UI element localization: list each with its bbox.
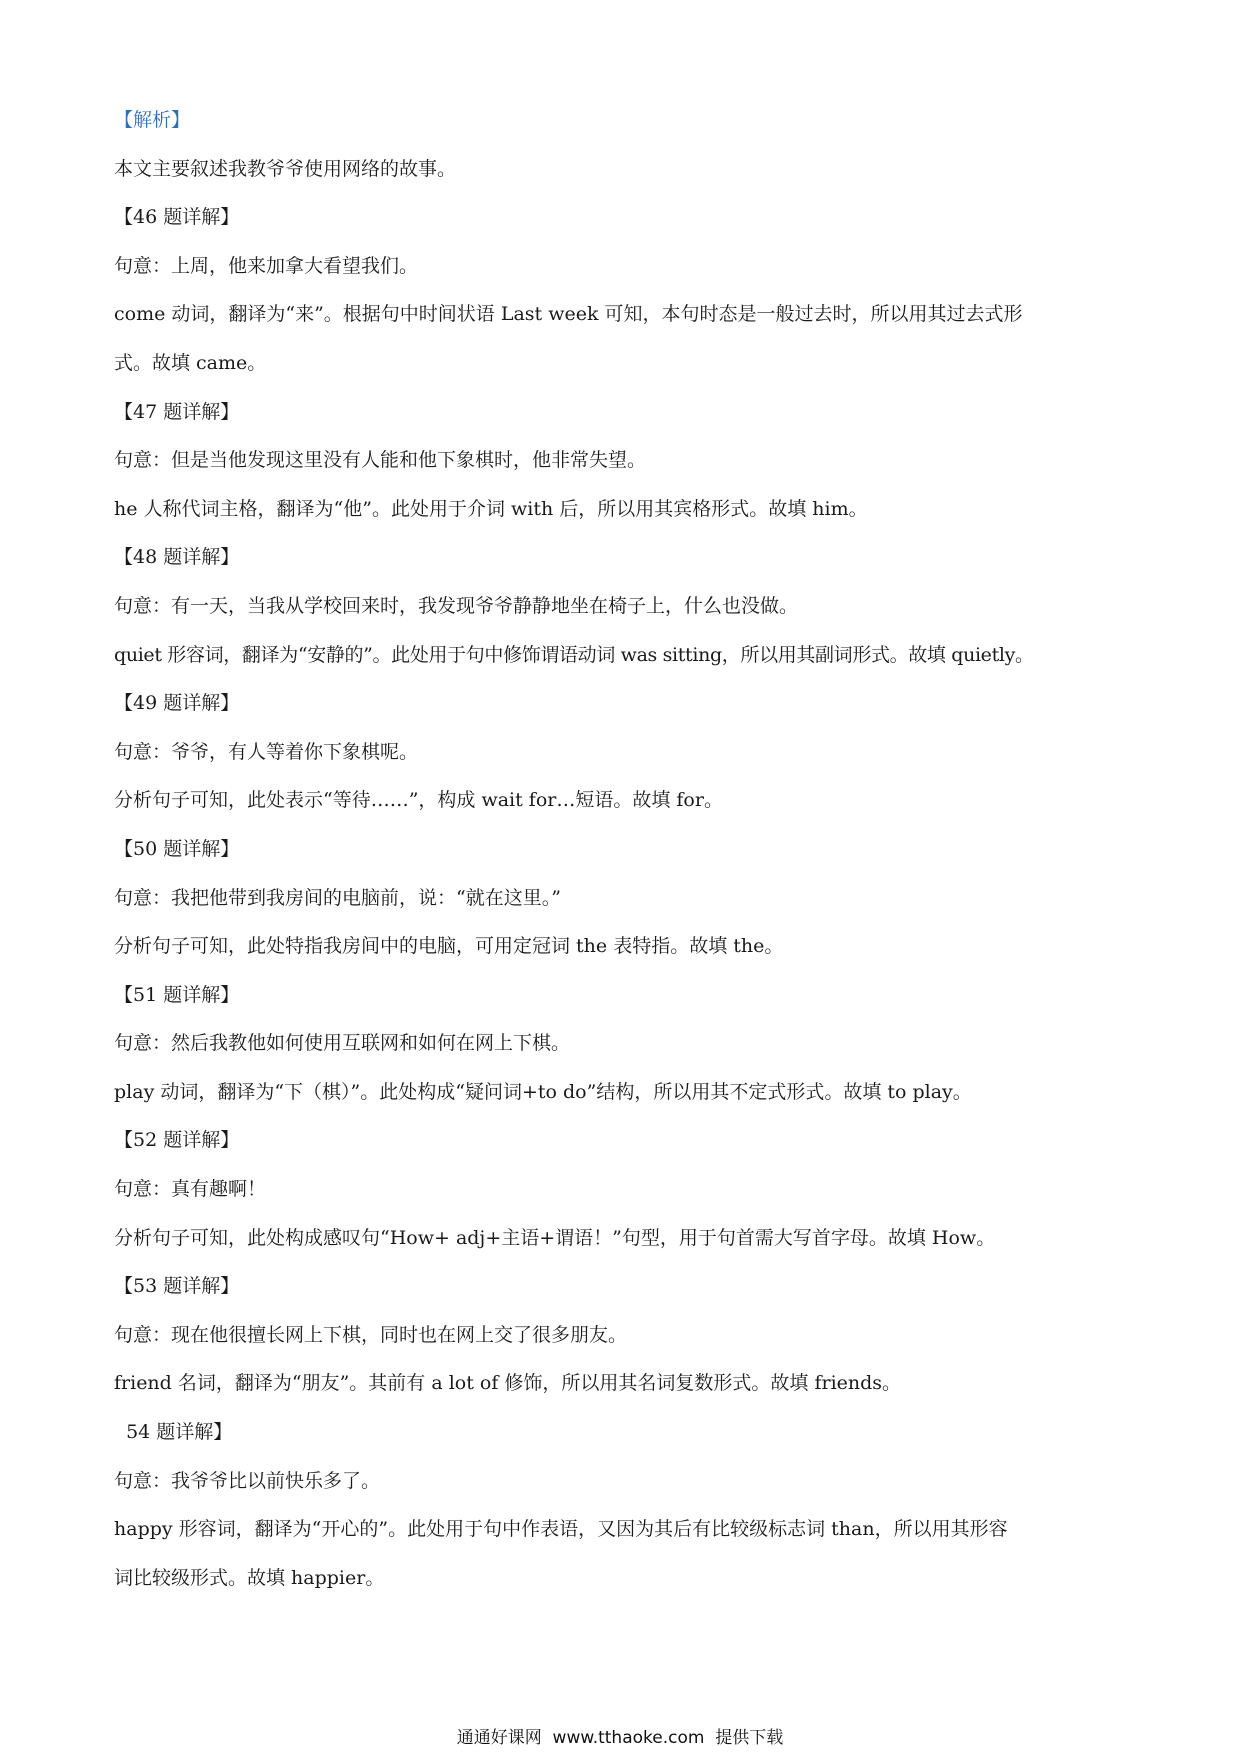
q51-meaning: 句意：然后我教他如何使用互联网和如何在网上下棋。 <box>114 1032 571 1055</box>
q46-meaning: 句意：上周，他来加拿大看望我们。 <box>114 254 419 277</box>
q48-title: 【48 题详解】 <box>114 546 240 569</box>
footer-source: 通通好课网 www.tthaoke.com 提供下载 <box>456 1728 784 1748</box>
summary: 本文主要叙述我教爷爷使用网络的故事。 <box>114 157 457 180</box>
document-body <box>114 96 1134 1602</box>
q51-explain: play 动词，翻译为“下（棋）”。此处构成“疑问词+to do”结构，所以用其不定式形式。故填 to play。 <box>114 1080 972 1103</box>
q53-title: 【53 题详解】 <box>114 1275 240 1298</box>
q47-meaning: 句意：但是当他发现这里没有人能和他下象棋时，他非常失望。 <box>114 449 647 472</box>
q53-explain: friend 名词，翻译为“朋友”。其前有 a lot of 修饰，所以用其名词复数形式。故填 friends。 <box>114 1372 902 1395</box>
q46-explain: come 动词，翻译为“来”。根据句中时间状语 Last week 可知，本句时态是一般过去时，所以用其过去式形 <box>114 303 1023 326</box>
q54-title: 54 题详解】 <box>114 1421 233 1444</box>
q49-meaning: 句意：爷爷，有人等着你下象棋呢。 <box>114 740 419 763</box>
q51-title: 【51 题详解】 <box>114 983 240 1006</box>
q48-meaning: 句意：有一天，当我从学校回来时，我发现爷爷静静地坐在椅子上，什么也没做。 <box>114 594 799 617</box>
q46-explain-cont: 式。故填 came。 <box>114 351 267 374</box>
analysis-header: 【解析】 <box>114 109 191 131</box>
q54-explain-cont: 词比较级形式。故填 happier。 <box>114 1566 385 1589</box>
q47-explain: he 人称代词主格，翻译为“他”。此处用于介词 with 后，所以用其宾格形式。故填 him。 <box>114 497 868 520</box>
q54-explain: happy 形容词，翻译为“开心的”。此处用于句中作表语，又因为其后有比较级标志词 than，所以用其形容 <box>114 1518 1008 1541</box>
q53-meaning: 句意：现在他很擅长网上下棋，同时也在网上交了很多朋友。 <box>114 1323 628 1346</box>
q52-explain: 分析句子可知，此处构成感叹句“How+ adj+主语+谓语！”句型，用于句首需大写首字母。故填 How。 <box>114 1226 996 1249</box>
q52-meaning: 句意：真有趣啊！ <box>114 1178 267 1201</box>
q50-meaning: 句意：我把他带到我房间的电脑前，说：“就在这里。” <box>114 886 561 909</box>
q46-title: 【46 题详解】 <box>114 206 240 229</box>
q54-meaning: 句意：我爷爷比以前快乐多了。 <box>114 1469 381 1492</box>
q47-title: 【47 题详解】 <box>114 400 240 423</box>
q50-explain: 分析句子可知，此处特指我房间中的电脑，可用定冠词 the 表特指。故填 the。 <box>114 935 784 958</box>
q50-title: 【50 题详解】 <box>114 837 240 860</box>
q52-title: 【52 题详解】 <box>114 1129 240 1152</box>
q49-explain: 分析句子可知，此处表示“等待……”，构成 wait for…短语。故填 for。 <box>114 789 723 812</box>
q48-explain: quiet 形容词，翻译为“安静的”。此处用于句中修饰谓语动词 was sitting，所以用其副词形式。故填 quietly。 <box>114 643 1034 666</box>
q49-title: 【49 题详解】 <box>114 692 240 715</box>
